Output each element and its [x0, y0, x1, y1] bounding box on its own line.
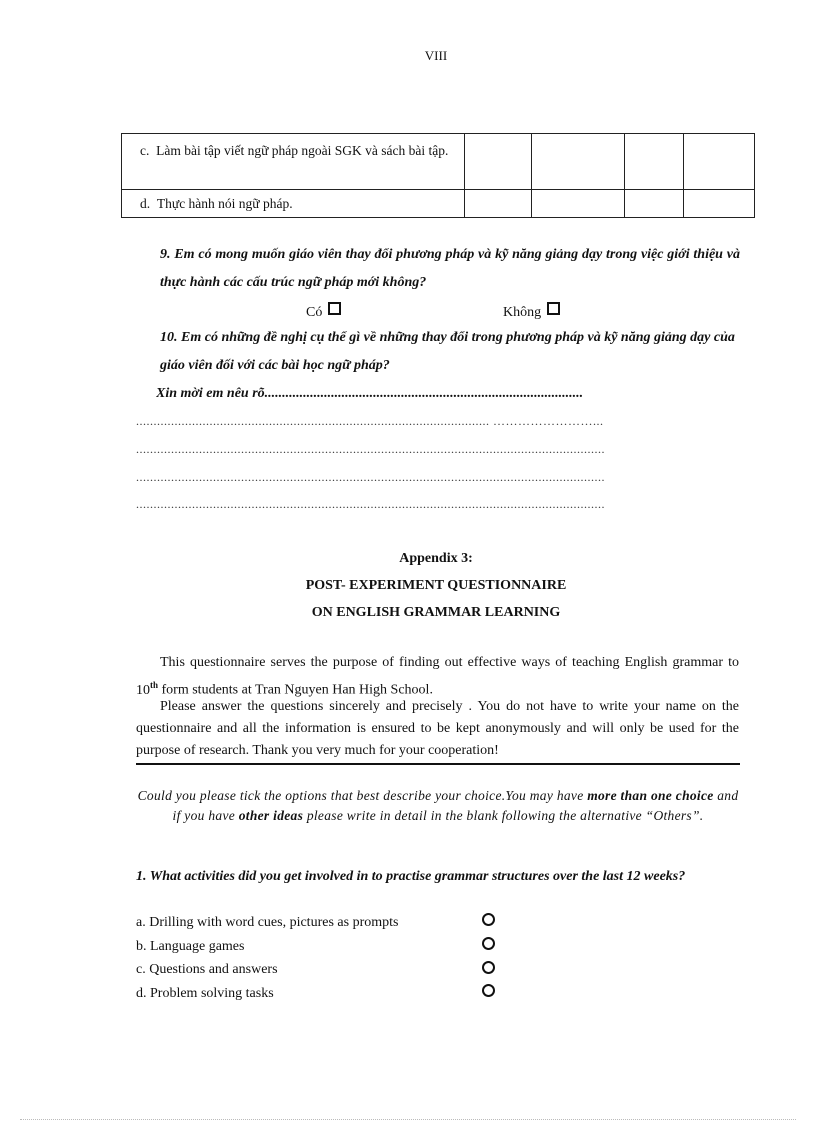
option-c-radio[interactable]	[482, 961, 495, 974]
question-1: 1. What activities did you get involved in to practise grammar structures over the last 12 weeks?	[136, 869, 686, 884]
table-cell	[684, 134, 755, 190]
table-cell	[465, 190, 532, 218]
divider	[136, 763, 740, 765]
table-cell	[625, 190, 684, 218]
yes-option[interactable]	[306, 302, 341, 321]
activities-table	[121, 133, 755, 218]
instruction-text: Could you please tick the options that best describe your choice.You may have more than one choice and if you have other ideas please write in detail in the blank following the alternative “Others”.	[137, 788, 739, 823]
table-row	[122, 134, 755, 190]
appendix-title-line1: POST- EXPERIMENT QUESTIONNAIRE	[305, 578, 567, 593]
table-row	[122, 190, 755, 218]
answer-prompt: Xin mời em nêu rõ...........................................................................................	[156, 386, 584, 401]
option-b-radio[interactable]	[482, 937, 495, 950]
no-checkbox[interactable]	[547, 302, 560, 315]
table-cell	[532, 134, 625, 190]
option-d: d. Problem solving tasks	[136, 986, 274, 1001]
answer-line[interactable]: ......................................................................................................................................	[136, 470, 605, 484]
appendix-label: Appendix 3:	[399, 551, 473, 566]
intro-paragraph-1: This questionnaire serves the purpose of finding out effective ways of teaching English grammar to 10th form students at Tran Nguyen Han High School.	[136, 655, 739, 698]
question-10: 10. Em có những đề nghị cụ thể gì về những thay đổi trong phương pháp và kỹ năng giảng dạy của giáo viên đối với các bài học ngữ pháp?	[160, 330, 735, 373]
yes-checkbox[interactable]	[328, 302, 341, 315]
table-cell	[532, 190, 625, 218]
answer-line[interactable]: ..................................................................................................... ……………………...	[136, 414, 604, 428]
answer-line[interactable]: ......................................................................................................................................	[136, 442, 605, 456]
page-number: VIII	[424, 48, 448, 63]
intro-paragraph-2: Please answer the questions sincerely and precisely . You do not have to write your name on the questionnaire and all the information is ensured to be kept anonymously and will only be used for the purpose of research. Thank you very much for your cooperation!	[136, 699, 739, 758]
page-bottom-border	[20, 1119, 796, 1120]
option-a: a. Drilling with word cues, pictures as prompts	[136, 915, 399, 930]
table-cell	[625, 134, 684, 190]
row-label: c. Làm bài tập viết ngữ pháp ngoài SGK và sách bài tập.	[140, 143, 449, 158]
no-option[interactable]	[503, 302, 560, 321]
no-label: Không	[503, 305, 542, 320]
option-d-radio[interactable]	[482, 984, 495, 997]
option-b: b. Language games	[136, 939, 245, 954]
option-c: c. Questions and answers	[136, 962, 278, 977]
option-a-radio[interactable]	[482, 913, 495, 926]
question-9: 9. Em có mong muốn giáo viên thay đổi phương pháp và kỹ năng giảng dạy trong việc giới thiệu và thực hành các cấu trúc ngữ pháp mới không?	[160, 247, 740, 290]
row-label: d. Thực hành nói ngữ pháp.	[140, 196, 293, 211]
table-cell	[465, 134, 532, 190]
answer-line[interactable]: ......................................................................................................................................	[136, 497, 605, 511]
yes-label: Có	[306, 305, 323, 320]
table-cell	[684, 190, 755, 218]
appendix-title-line2: ON ENGLISH GRAMMAR LEARNING	[311, 605, 561, 620]
